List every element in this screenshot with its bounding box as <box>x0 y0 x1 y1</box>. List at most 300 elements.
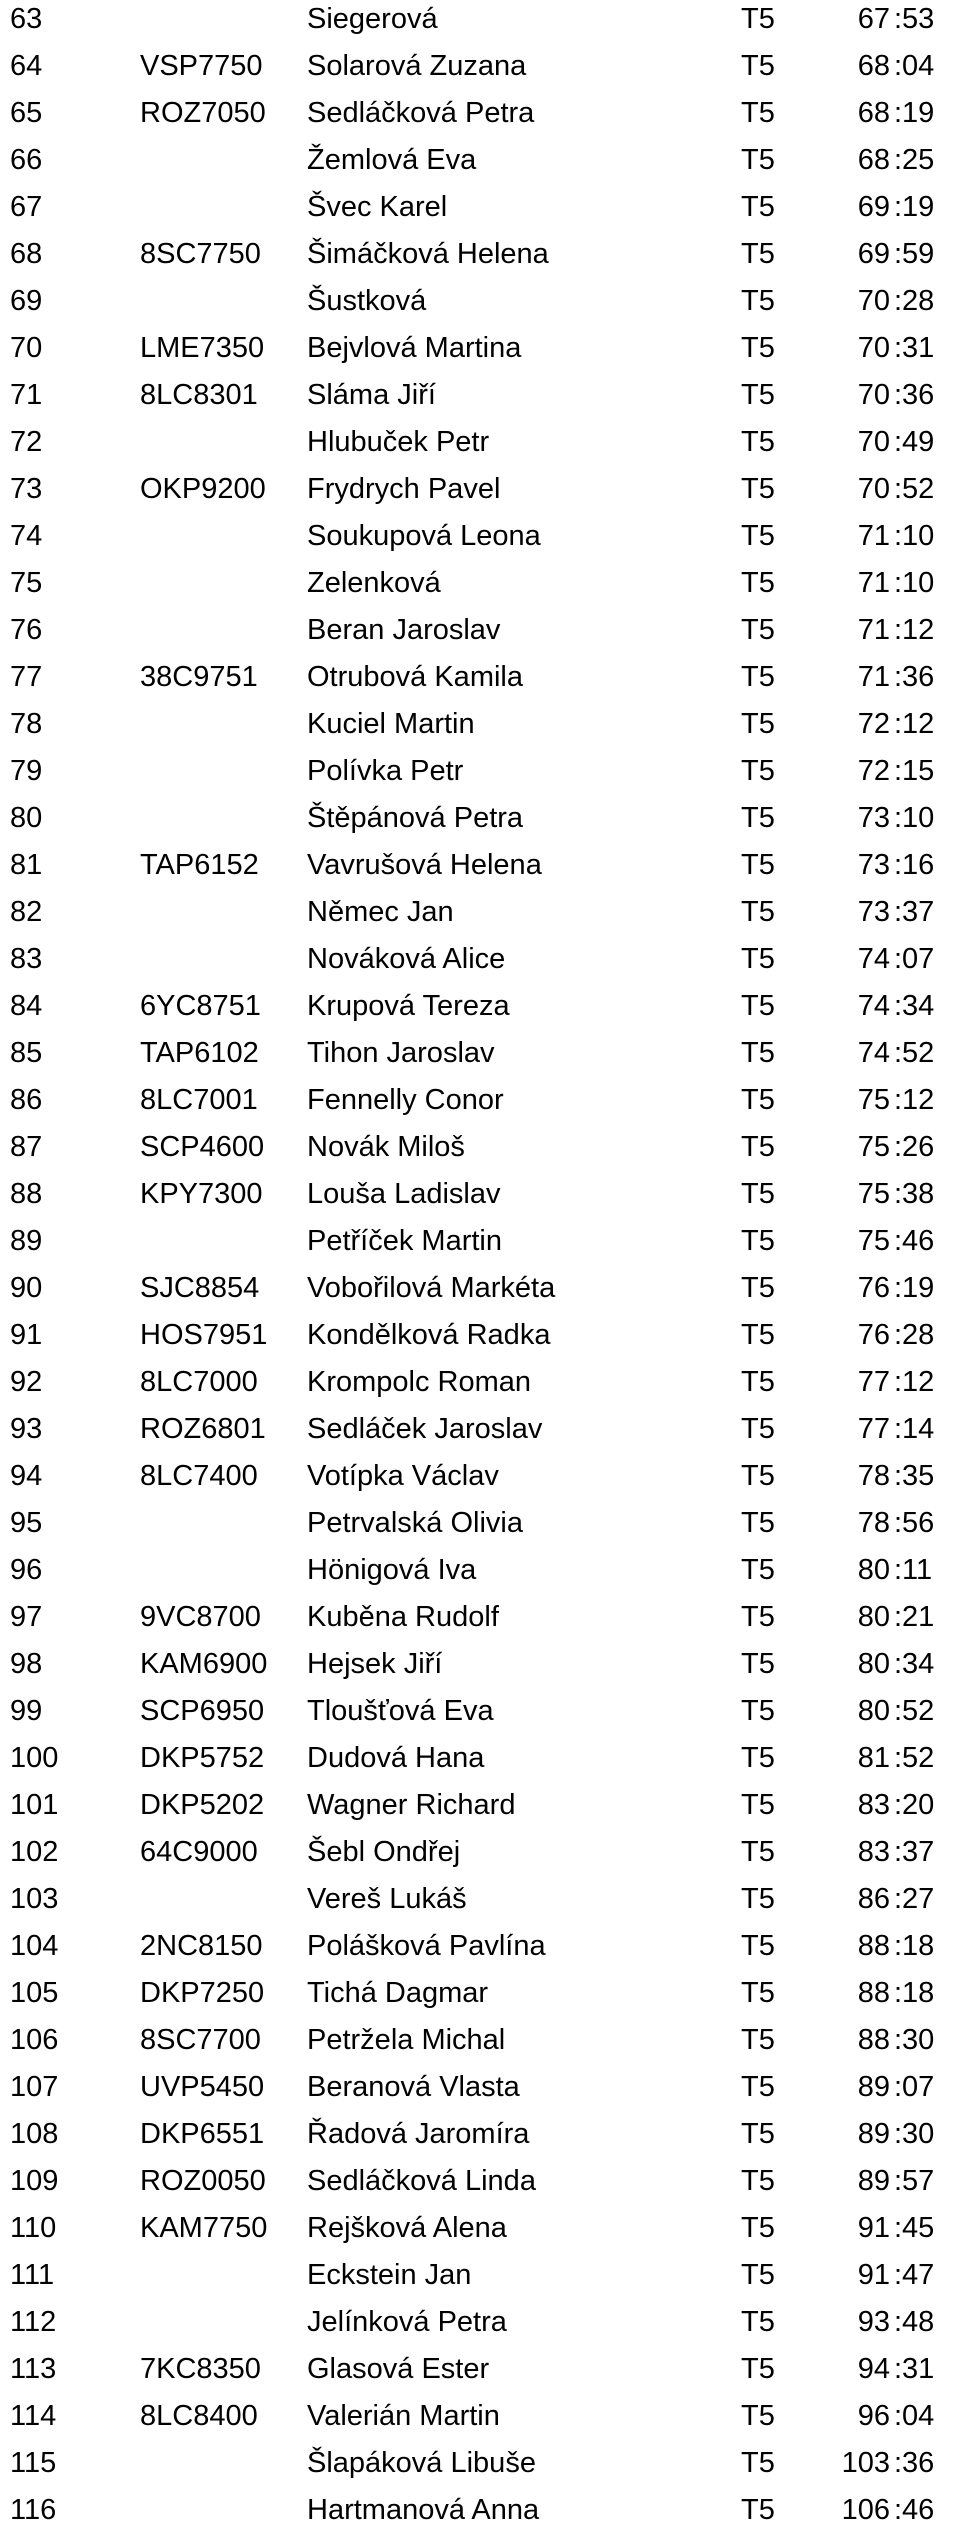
result-category: T5 <box>741 1507 775 1539</box>
result-seconds: :26 <box>894 1131 935 1163</box>
result-code: SCP6950 <box>140 1695 265 1727</box>
result-code: TAP6102 <box>140 1037 259 1069</box>
result-minutes: 83 <box>857 1836 890 1868</box>
result-name: Jelínková Petra <box>307 2306 507 2338</box>
result-position: 81 <box>10 849 43 881</box>
result-minutes: 74 <box>857 943 890 975</box>
table-row <box>0 701 960 748</box>
result-code: OKP9200 <box>140 473 266 505</box>
result-minutes: 96 <box>857 2400 890 2432</box>
result-position: 70 <box>10 332 43 364</box>
result-code: DKP6551 <box>140 2118 265 2150</box>
result-category: T5 <box>741 473 775 505</box>
result-category: T5 <box>741 1366 775 1398</box>
result-seconds: :52 <box>894 1742 935 1774</box>
result-position: 66 <box>10 144 43 176</box>
result-seconds: :25 <box>894 144 935 176</box>
result-seconds: :59 <box>894 238 935 270</box>
result-seconds: :30 <box>894 2118 935 2150</box>
table-row <box>0 2205 960 2252</box>
table-row <box>0 184 960 231</box>
result-seconds: :52 <box>894 1695 935 1727</box>
result-seconds: :19 <box>894 1272 935 1304</box>
result-category: T5 <box>741 426 775 458</box>
result-minutes: 89 <box>857 2071 890 2103</box>
result-position: 107 <box>10 2071 59 2103</box>
result-name: Beranová Vlasta <box>307 2071 520 2103</box>
table-row <box>0 1876 960 1923</box>
result-minutes: 68 <box>857 144 890 176</box>
result-seconds: :04 <box>894 50 935 82</box>
result-name: Krupová Tereza <box>307 990 510 1022</box>
result-minutes: 80 <box>857 1648 890 1680</box>
result-minutes: 74 <box>857 1037 890 1069</box>
result-code: 8LC7001 <box>140 1084 258 1116</box>
result-minutes: 103 <box>841 2447 890 2479</box>
result-seconds: :12 <box>894 1366 935 1398</box>
result-code: KAM6900 <box>140 1648 268 1680</box>
table-row <box>0 748 960 795</box>
result-seconds: :18 <box>894 1977 935 2009</box>
result-position: 71 <box>10 379 43 411</box>
result-code: 38C9751 <box>140 661 258 693</box>
result-minutes: 72 <box>857 708 890 740</box>
result-minutes: 73 <box>857 802 890 834</box>
result-position: 105 <box>10 1977 59 2009</box>
table-row <box>0 325 960 372</box>
result-minutes: 70 <box>857 426 890 458</box>
result-code: 8LC8301 <box>140 379 258 411</box>
result-position: 102 <box>10 1836 59 1868</box>
result-seconds: :34 <box>894 990 935 1022</box>
result-minutes: 71 <box>857 567 890 599</box>
result-seconds: :28 <box>894 1319 935 1351</box>
result-position: 111 <box>10 2259 55 2291</box>
table-row <box>0 1171 960 1218</box>
result-category: T5 <box>741 191 775 223</box>
result-category: T5 <box>741 3 775 35</box>
result-category: T5 <box>741 849 775 881</box>
result-minutes: 77 <box>857 1366 890 1398</box>
result-name: Soukupová Leona <box>307 520 541 552</box>
result-seconds: :07 <box>894 943 935 975</box>
result-minutes: 69 <box>857 191 890 223</box>
table-row <box>0 2299 960 2346</box>
table-row <box>0 1218 960 1265</box>
result-code: 2NC8150 <box>140 1930 263 1962</box>
result-position: 80 <box>10 802 43 834</box>
result-category: T5 <box>741 144 775 176</box>
result-position: 109 <box>10 2165 59 2197</box>
result-position: 95 <box>10 1507 43 1539</box>
result-code: 8SC7750 <box>140 238 261 270</box>
result-position: 99 <box>10 1695 43 1727</box>
result-category: T5 <box>741 1930 775 1962</box>
result-category: T5 <box>741 2071 775 2103</box>
result-seconds: :18 <box>894 1930 935 1962</box>
result-name: Sedláčková Linda <box>307 2165 536 2197</box>
result-position: 112 <box>10 2306 57 2338</box>
result-name: Louša Ladislav <box>307 1178 501 1210</box>
result-seconds: :31 <box>894 332 935 364</box>
result-position: 63 <box>10 3 43 35</box>
result-name: Polívka Petr <box>307 755 464 787</box>
result-name: Zelenková <box>307 567 441 599</box>
result-category: T5 <box>741 1460 775 1492</box>
result-code: 8LC7400 <box>140 1460 258 1492</box>
result-code: 8SC7700 <box>140 2024 261 2056</box>
table-row <box>0 1077 960 1124</box>
result-name: Otrubová Kamila <box>307 661 523 693</box>
result-minutes: 80 <box>857 1695 890 1727</box>
result-position: 83 <box>10 943 43 975</box>
result-seconds: :31 <box>894 2353 935 2385</box>
result-name: Frydrych Pavel <box>307 473 501 505</box>
result-category: T5 <box>741 2118 775 2150</box>
result-minutes: 89 <box>857 2165 890 2197</box>
result-name: Žemlová Eva <box>307 144 477 176</box>
result-category: T5 <box>741 2212 775 2244</box>
result-category: T5 <box>741 1648 775 1680</box>
result-code: KAM7750 <box>140 2212 268 2244</box>
result-code: TAP6152 <box>140 849 259 881</box>
result-category: T5 <box>741 2165 775 2197</box>
result-name: Vereš Lukáš <box>307 1883 467 1915</box>
table-row <box>0 2440 960 2487</box>
result-seconds: :12 <box>894 708 935 740</box>
result-seconds: :07 <box>894 2071 935 2103</box>
table-row <box>0 2487 960 2534</box>
result-category: T5 <box>741 1601 775 1633</box>
result-seconds: :16 <box>894 849 935 881</box>
result-minutes: 68 <box>857 50 890 82</box>
result-name: Hönigová Iva <box>307 1554 477 1586</box>
table-row <box>0 419 960 466</box>
result-seconds: :45 <box>894 2212 935 2244</box>
result-seconds: :49 <box>894 426 935 458</box>
result-minutes: 81 <box>857 1742 890 1774</box>
result-name: Valerián Martin <box>307 2400 500 2432</box>
result-seconds: :12 <box>894 1084 935 1116</box>
result-minutes: 91 <box>857 2259 890 2291</box>
table-row <box>0 607 960 654</box>
table-row <box>0 1500 960 1547</box>
result-seconds: :48 <box>894 2306 935 2338</box>
result-seconds: :34 <box>894 1648 935 1680</box>
result-seconds: :56 <box>894 1507 935 1539</box>
result-position: 76 <box>10 614 43 646</box>
result-position: 96 <box>10 1554 43 1586</box>
result-code: SJC8854 <box>140 1272 260 1304</box>
table-row <box>0 0 960 43</box>
result-category: T5 <box>741 2259 775 2291</box>
result-name: Sedláček Jaroslav <box>307 1413 543 1445</box>
result-position: 64 <box>10 50 43 82</box>
result-category: T5 <box>741 1742 775 1774</box>
result-seconds: :04 <box>894 2400 935 2432</box>
result-minutes: 70 <box>857 332 890 364</box>
result-seconds: :19 <box>894 191 935 223</box>
table-row <box>0 90 960 137</box>
result-minutes: 88 <box>857 2024 890 2056</box>
result-name: Polášková Pavlína <box>307 1930 546 1962</box>
result-category: T5 <box>741 379 775 411</box>
result-seconds: :36 <box>894 379 935 411</box>
result-name: Rejšková Alena <box>307 2212 507 2244</box>
result-code: HOS7951 <box>140 1319 268 1351</box>
result-name: Kuciel Martin <box>307 708 475 740</box>
result-minutes: 78 <box>857 1507 890 1539</box>
result-minutes: 89 <box>857 2118 890 2150</box>
result-minutes: 72 <box>857 755 890 787</box>
result-seconds: :47 <box>894 2259 935 2291</box>
result-position: 94 <box>10 1460 43 1492</box>
result-minutes: 70 <box>857 473 890 505</box>
result-category: T5 <box>741 990 775 1022</box>
result-category: T5 <box>741 2024 775 2056</box>
result-minutes: 76 <box>857 1272 890 1304</box>
result-category: T5 <box>741 332 775 364</box>
table-row <box>0 983 960 1030</box>
result-minutes: 71 <box>857 520 890 552</box>
result-name: Štěpánová Petra <box>307 802 524 834</box>
result-position: 67 <box>10 191 43 223</box>
result-position: 104 <box>10 1930 59 1962</box>
result-minutes: 106 <box>841 2494 890 2526</box>
table-row <box>0 137 960 184</box>
result-category: T5 <box>741 1084 775 1116</box>
result-code: 8LC7000 <box>140 1366 258 1398</box>
result-position: 72 <box>10 426 43 458</box>
result-position: 88 <box>10 1178 43 1210</box>
result-code: DKP7250 <box>140 1977 265 2009</box>
result-name: Petrvalská Olivia <box>307 1507 523 1539</box>
result-minutes: 68 <box>857 97 890 129</box>
result-minutes: 71 <box>857 661 890 693</box>
result-category: T5 <box>741 1131 775 1163</box>
result-category: T5 <box>741 1695 775 1727</box>
result-minutes: 73 <box>857 896 890 928</box>
result-seconds: :35 <box>894 1460 935 1492</box>
result-minutes: 80 <box>857 1601 890 1633</box>
result-seconds: :12 <box>894 614 935 646</box>
result-category: T5 <box>741 1977 775 2009</box>
result-category: T5 <box>741 2353 775 2385</box>
result-minutes: 86 <box>857 1883 890 1915</box>
result-seconds: :28 <box>894 285 935 317</box>
result-name: Tihon Jaroslav <box>307 1037 495 1069</box>
result-name: Fennelly Conor <box>307 1084 504 1116</box>
result-category: T5 <box>741 1789 775 1821</box>
result-position: 82 <box>10 896 43 928</box>
result-name: Wagner Richard <box>307 1789 516 1821</box>
table-row <box>0 560 960 607</box>
result-seconds: :27 <box>894 1883 935 1915</box>
result-minutes: 93 <box>857 2306 890 2338</box>
result-minutes: 76 <box>857 1319 890 1351</box>
result-name: Glasová Ester <box>307 2353 490 2385</box>
table-row <box>0 1547 960 1594</box>
table-row <box>0 2064 960 2111</box>
result-position: 89 <box>10 1225 43 1257</box>
result-position: 86 <box>10 1084 43 1116</box>
result-category: T5 <box>741 1225 775 1257</box>
result-minutes: 71 <box>857 614 890 646</box>
result-name: Němec Jan <box>307 896 454 928</box>
result-minutes: 75 <box>857 1178 890 1210</box>
result-code: DKP5752 <box>140 1742 265 1774</box>
result-name: Petržela Michal <box>307 2024 506 2056</box>
result-minutes: 75 <box>857 1084 890 1116</box>
result-minutes: 67 <box>857 3 890 35</box>
table-row <box>0 1641 960 1688</box>
result-position: 74 <box>10 520 43 552</box>
result-code: 7KC8350 <box>140 2353 261 2385</box>
result-seconds: :37 <box>894 896 935 928</box>
result-name: Šebl Ondřej <box>307 1836 461 1868</box>
result-seconds: :15 <box>894 755 935 787</box>
result-category: T5 <box>741 285 775 317</box>
result-name: Sláma Jiří <box>307 379 436 411</box>
table-row <box>0 1312 960 1359</box>
result-code: ROZ7050 <box>140 97 266 129</box>
table-row <box>0 1594 960 1641</box>
result-seconds: :37 <box>894 1836 935 1868</box>
table-row <box>0 466 960 513</box>
result-seconds: :10 <box>894 567 935 599</box>
result-name: Šustková <box>307 285 427 317</box>
result-seconds: :10 <box>894 520 935 552</box>
result-position: 113 <box>10 2353 57 2385</box>
result-category: T5 <box>741 1883 775 1915</box>
result-code: ROZ0050 <box>140 2165 266 2197</box>
result-category: T5 <box>741 1413 775 1445</box>
result-category: T5 <box>741 520 775 552</box>
table-row <box>0 2111 960 2158</box>
result-code: 8LC8400 <box>140 2400 258 2432</box>
result-minutes: 70 <box>857 285 890 317</box>
result-code: 6YC8751 <box>140 990 261 1022</box>
result-position: 92 <box>10 1366 43 1398</box>
result-position: 65 <box>10 97 43 129</box>
result-position: 73 <box>10 473 43 505</box>
table-row <box>0 231 960 278</box>
table-row <box>0 2252 960 2299</box>
table-row <box>0 372 960 419</box>
result-minutes: 75 <box>857 1225 890 1257</box>
result-name: Votípka Václav <box>307 1460 499 1492</box>
result-seconds: :14 <box>894 1413 935 1445</box>
table-row <box>0 1970 960 2017</box>
result-minutes: 94 <box>857 2353 890 2385</box>
result-category: T5 <box>741 2306 775 2338</box>
result-position: 108 <box>10 2118 59 2150</box>
result-code: VSP7750 <box>140 50 263 82</box>
result-position: 115 <box>10 2447 57 2479</box>
result-code: DKP5202 <box>140 1789 265 1821</box>
result-minutes: 83 <box>857 1789 890 1821</box>
result-position: 77 <box>10 661 43 693</box>
result-seconds: :10 <box>894 802 935 834</box>
result-category: T5 <box>741 567 775 599</box>
table-row <box>0 1923 960 1970</box>
result-seconds: :36 <box>894 2447 935 2479</box>
result-name: Hlubuček Petr <box>307 426 490 458</box>
result-name: Beran Jaroslav <box>307 614 501 646</box>
result-minutes: 75 <box>857 1131 890 1163</box>
result-name: Nováková Alice <box>307 943 506 975</box>
result-name: Řadová Jaromíra <box>307 2118 530 2150</box>
result-position: 84 <box>10 990 43 1022</box>
result-code: LME7350 <box>140 332 265 364</box>
result-position: 100 <box>10 1742 59 1774</box>
table-row <box>0 795 960 842</box>
result-position: 110 <box>10 2212 57 2244</box>
result-category: T5 <box>741 1178 775 1210</box>
result-name: Solarová Zuzana <box>307 50 527 82</box>
result-category: T5 <box>741 943 775 975</box>
result-position: 75 <box>10 567 43 599</box>
result-name: Tichá Dagmar <box>307 1977 489 2009</box>
table-row <box>0 1406 960 1453</box>
result-position: 103 <box>10 1883 59 1915</box>
result-position: 101 <box>10 1789 59 1821</box>
result-seconds: :46 <box>894 2494 935 2526</box>
result-name: Tloušťová Eva <box>307 1695 494 1727</box>
result-code: 64C9000 <box>140 1836 258 1868</box>
result-position: 90 <box>10 1272 43 1304</box>
result-name: Kuběna Rudolf <box>307 1601 499 1633</box>
result-minutes: 70 <box>857 379 890 411</box>
result-category: T5 <box>741 755 775 787</box>
result-minutes: 74 <box>857 990 890 1022</box>
result-seconds: :11 <box>894 1554 933 1586</box>
result-name: Petříček Martin <box>307 1225 502 1257</box>
result-name: Dudová Hana <box>307 1742 485 1774</box>
result-category: T5 <box>741 896 775 928</box>
result-name: Bejvlová Martina <box>307 332 522 364</box>
result-name: Eckstein Jan <box>307 2259 472 2291</box>
result-name: Hartmanová Anna <box>307 2494 540 2526</box>
result-category: T5 <box>741 2447 775 2479</box>
result-minutes: 77 <box>857 1413 890 1445</box>
result-seconds: :38 <box>894 1178 935 1210</box>
result-position: 85 <box>10 1037 43 1069</box>
table-row <box>0 1782 960 1829</box>
result-seconds: :46 <box>894 1225 935 1257</box>
result-position: 78 <box>10 708 43 740</box>
table-row <box>0 2158 960 2205</box>
result-position: 68 <box>10 238 43 270</box>
result-name: Šimáčková Helena <box>307 238 549 270</box>
table-row <box>0 278 960 325</box>
result-category: T5 <box>741 1836 775 1868</box>
result-seconds: :20 <box>894 1789 935 1821</box>
result-seconds: :57 <box>894 2165 935 2197</box>
result-seconds: :30 <box>894 2024 935 2056</box>
table-row <box>0 1829 960 1876</box>
result-name: Šlapáková Libuše <box>307 2447 536 2479</box>
result-category: T5 <box>741 708 775 740</box>
result-code: ROZ6801 <box>140 1413 266 1445</box>
result-name: Hejsek Jiří <box>307 1648 443 1680</box>
result-code: SCP4600 <box>140 1131 265 1163</box>
result-category: T5 <box>741 2400 775 2432</box>
result-code: UVP5450 <box>140 2071 265 2103</box>
result-category: T5 <box>741 802 775 834</box>
result-seconds: :21 <box>894 1601 935 1633</box>
result-category: T5 <box>741 2494 775 2526</box>
